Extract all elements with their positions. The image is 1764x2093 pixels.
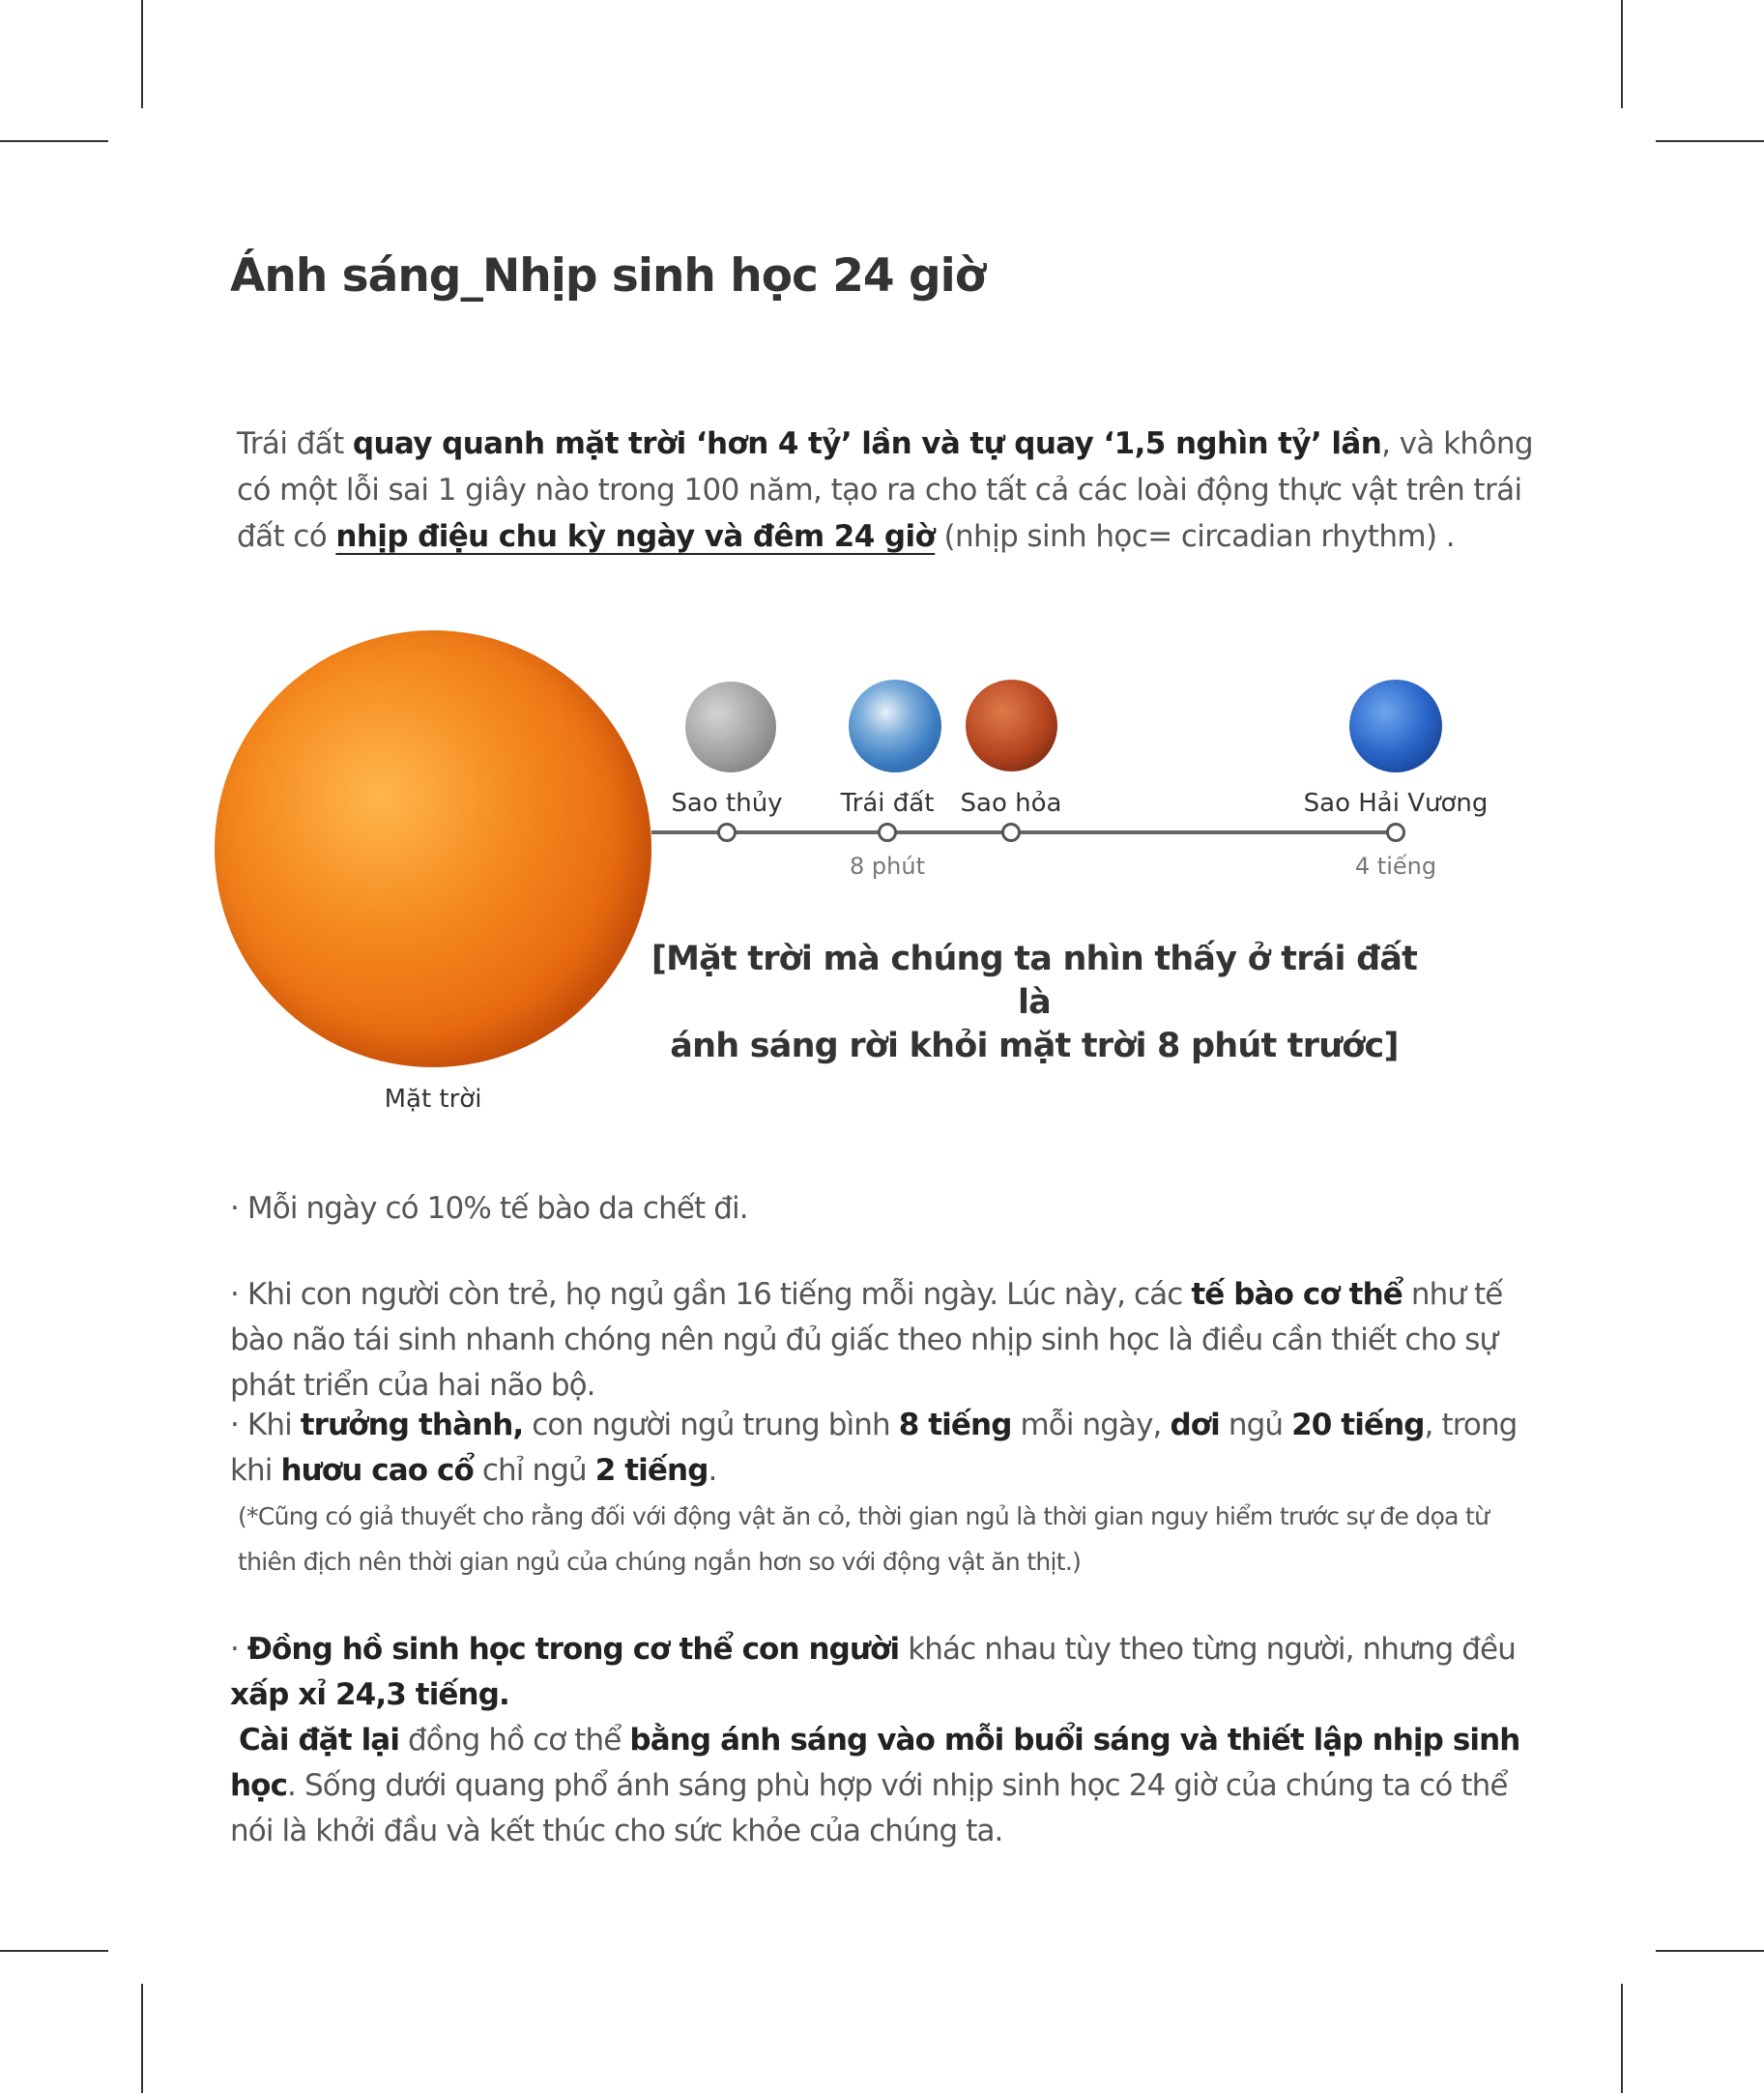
intro-bold-1: quay quanh mặt trời ‘hơn 4 tỷ’ lần và tự quay ‘1,5 nghìn tỷ’ lần <box>352 426 1382 461</box>
intro-bold-underlined: nhịp điệu chu kỳ ngày và đêm 24 giờ <box>335 519 936 554</box>
orbit-dot-mercury <box>717 823 737 842</box>
intro-text-1: Trái đất <box>237 426 353 461</box>
diagram-caption <box>648 938 1421 1068</box>
bullet-3-bold-1: trưởng thành, <box>300 1408 524 1442</box>
mars-icon <box>966 680 1057 771</box>
bullet-2-text-1: · Khi con người còn trẻ, họ ngủ gần 16 tiếng mỗi ngày. Lúc này, các <box>230 1277 1192 1312</box>
planet-label-mars: Sao hỏa <box>960 789 1062 818</box>
bullet-3-text-6: chỉ ngủ <box>473 1453 595 1488</box>
bullet-3-bold-3: dơi <box>1170 1408 1220 1442</box>
bullet-3-text-5: , trong khi <box>230 1408 1518 1488</box>
bullet-4-bold-2: xấp xỉ 24,3 tiếng. <box>230 1677 509 1712</box>
bullet-3-text-2: con người ngủ trung bình <box>523 1408 899 1442</box>
page-title: Ánh sáng_Nhịp sinh học 24 giờ <box>230 249 986 303</box>
intro-text-3: (nhịp sinh học= circadian rhythm) . <box>935 519 1455 554</box>
bullet-3-text-3: mỗi ngày, <box>1011 1408 1171 1442</box>
bullet-4-text-1: · <box>230 1632 247 1667</box>
sun-label: Mặt trời <box>384 1085 482 1114</box>
mercury-icon <box>685 682 776 772</box>
sun-icon <box>215 630 651 1067</box>
orbit-dot-earth <box>878 823 897 842</box>
bullet-3-bold-6: 2 tiếng <box>594 1453 708 1488</box>
crop-mark-bottom-right-v <box>1621 1984 1623 2093</box>
bullet-3-text-7: . <box>708 1453 717 1488</box>
bullet-4-bold-1: Đồng hồ sinh học trong cơ thể con người <box>246 1632 900 1667</box>
light-time-neptune: 4 tiếng <box>1354 853 1437 880</box>
crop-mark-top-right-h <box>1656 140 1764 142</box>
intro-paragraph <box>237 421 1547 560</box>
orbit-dot-mars <box>1001 823 1021 842</box>
bullet-2 <box>230 1272 1554 1409</box>
crop-mark-bottom-left-v <box>141 1984 143 2093</box>
neptune-icon <box>1349 680 1442 772</box>
crop-mark-bottom-right-h <box>1656 1950 1764 1952</box>
bullet-4-text-2: khác nhau tùy theo từng người, nhưng đều <box>899 1632 1516 1667</box>
light-time-earth: 8 phút <box>850 853 925 880</box>
note-text: (*Cũng có giả thuyết cho rằng đối với động vật ăn cỏ, thời gian ngủ là thời gian nguy hiểm trước sự đe dọa từ thiên địch nên thời gian ngủ của chúng ngắn hơn so với động vật ăn thịt.) <box>238 1502 1489 1576</box>
caption-line-1: [Mặt trời mà chúng ta nhìn thấy ở trái đất là <box>651 940 1418 1022</box>
bullet-3-bold-4: 20 tiếng <box>1291 1408 1425 1442</box>
crop-mark-top-left-v <box>141 0 143 108</box>
bullet-4-text-3: đồng hồ cơ thể <box>399 1723 630 1758</box>
bullet-2-text-2: như tế bào não tái sinh nhanh chóng nên ngủ đủ giấc theo nhịp sinh học là điều cần thiết cho sự phát triển của hai não bộ. <box>230 1277 1503 1403</box>
bullet-3-text-1: · Khi <box>230 1408 301 1442</box>
crop-mark-top-left-h <box>0 140 108 142</box>
orbit-dot-neptune <box>1386 823 1405 842</box>
planet-label-neptune: Sao Hải Vương <box>1303 789 1489 818</box>
bullet-4 <box>230 1627 1554 1854</box>
bullet-1: · Mỗi ngày có 10% tế bào da chết đi. <box>230 1191 748 1226</box>
orbit-line <box>651 830 1398 834</box>
earth-icon <box>849 680 941 772</box>
planet-label-earth: Trái đất <box>840 789 935 818</box>
bullet-3 <box>230 1403 1554 1494</box>
bullet-3-bold-2: 8 tiếng <box>898 1408 1012 1442</box>
crop-mark-top-right-v <box>1621 0 1623 108</box>
caption-line-2: ánh sáng rời khỏi mặt trời 8 phút trước] <box>670 1027 1399 1065</box>
bullet-3-text-4: ngủ <box>1219 1408 1292 1442</box>
intro-text-2: , và không có một lỗi sai 1 giây nào trong 100 năm, tạo ra cho tất cả các loài động thực vật trên trái đất có <box>237 426 1533 554</box>
crop-mark-bottom-left-h <box>0 1950 108 1952</box>
bullet-4-bold-3: Cài đặt lại <box>238 1723 400 1758</box>
bullet-4-bold-4: bằng ánh sáng vào mỗi buổi sáng và thiết lập nhịp sinh học <box>230 1723 1520 1803</box>
planet-label-mercury: Sao thủy <box>671 789 783 818</box>
bullet-3-bold-5: hươu cao cổ <box>280 1453 474 1488</box>
bullet-4-text-4: . Sống dưới quang phổ ánh sáng phù hợp với nhịp sinh học 24 giờ của chúng ta có thể nói là khởi đầu và kết thúc cho sức khỏe của chúng ta. <box>230 1768 1508 1848</box>
bullet-2-bold-1: tế bào cơ thể <box>1191 1277 1403 1312</box>
